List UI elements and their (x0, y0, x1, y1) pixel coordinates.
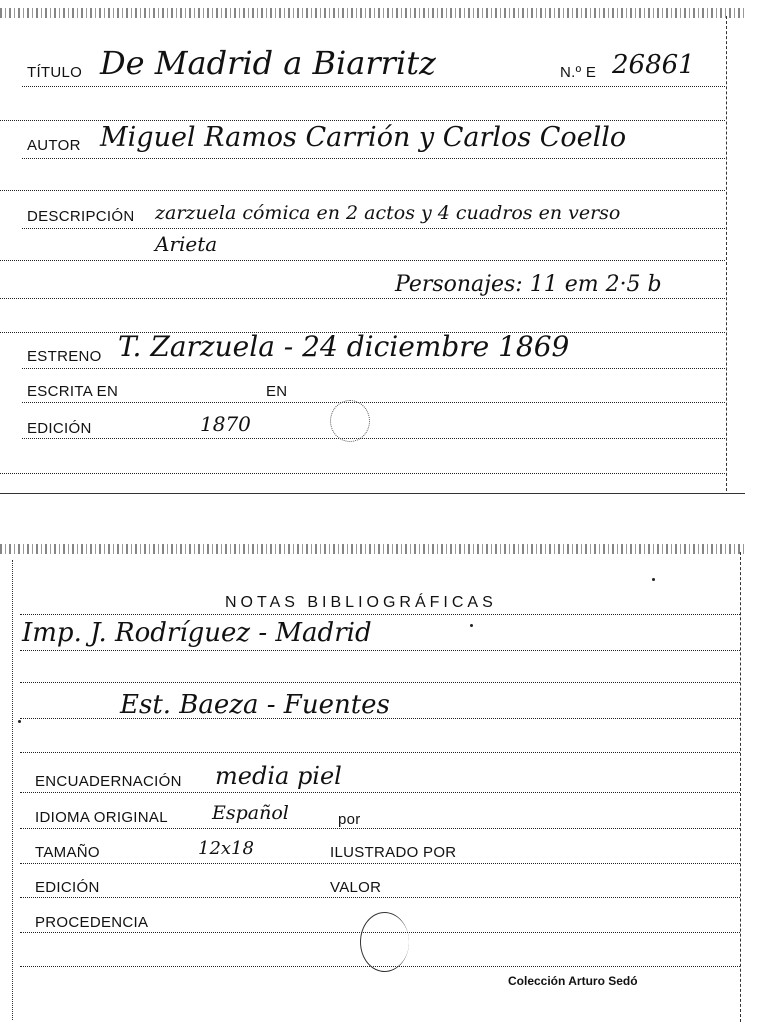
notes-rule-5 (20, 752, 740, 753)
card-separator (0, 493, 745, 494)
card-left-edge-back (12, 560, 13, 1020)
descripcion-value-2: Arieta (155, 232, 218, 256)
titulo-rule (22, 86, 725, 87)
stamp-smudge (330, 400, 370, 442)
escrita-rule (22, 402, 725, 403)
speck (470, 624, 473, 627)
notas-title: NOTAS BIBLIOGRÁFICAS (225, 594, 497, 611)
edicion-value: 1870 (200, 412, 251, 436)
catalog-card-back (0, 540, 759, 1028)
numero-value: 26861 (612, 50, 695, 80)
titulo-value: De Madrid a Biarritz (100, 44, 436, 82)
descripcion-rule-2 (0, 260, 725, 261)
personajes-value: Personajes: 11 em 2·5 b (395, 272, 662, 297)
numero-label: N.º E (560, 64, 597, 81)
card-right-edge (726, 16, 727, 491)
catalog-card-front (0, 0, 759, 495)
notes-rule-4 (20, 718, 740, 719)
encuadernacion-label: ENCUADERNACIÓN (35, 773, 182, 790)
coleccion-stamp: Colección Arturo Sedó (508, 974, 638, 988)
note-line-1: Imp. J. Rodríguez - Madrid (22, 618, 372, 648)
titulo-label: TÍTULO (27, 64, 83, 81)
notes-rule-2 (20, 650, 740, 651)
rule-2 (0, 120, 725, 121)
autor-value: Miguel Ramos Carrión y Carlos Coello (100, 122, 627, 153)
rule-bottom (0, 473, 725, 474)
speck (18, 720, 21, 723)
idioma-label: IDIOMA ORIGINAL (35, 809, 168, 826)
encuadernacion-rule (20, 792, 740, 793)
torn-top-edge-back (0, 544, 745, 554)
encuadernacion-value: media piel (215, 762, 342, 790)
estreno-value: T. Zarzuela - 24 diciembre 1869 (118, 330, 570, 363)
edicion-rule (22, 438, 725, 439)
speck (652, 578, 655, 581)
edicion-back-label: EDICIÓN (35, 879, 100, 896)
procedencia-label: PROCEDENCIA (35, 914, 149, 931)
torn-top-edge (0, 8, 745, 18)
en-label: EN (266, 383, 288, 400)
estreno-label: ESTRENO (27, 348, 102, 365)
tamano-value: 12x18 (198, 838, 254, 859)
descripcion-value-1: zarzuela cómica en 2 actos y 4 cuadros en verso (155, 202, 621, 224)
escrita-en-label: ESCRITA EN (27, 383, 119, 400)
valor-label: VALOR (330, 879, 382, 896)
notes-rule-3 (20, 682, 740, 683)
tamano-rule (20, 863, 740, 864)
notes-rule-1 (20, 614, 740, 615)
edicion-label: EDICIÓN (27, 420, 92, 437)
card-right-edge-back (740, 552, 741, 1022)
descripcion-rule-1 (22, 228, 725, 229)
edicion-back-rule (20, 897, 740, 898)
autor-label: AUTOR (27, 137, 81, 154)
ilustrado-label: ILUSTRADO POR (330, 844, 457, 861)
autor-rule (22, 158, 725, 159)
stamp-smudge-back (360, 912, 409, 972)
descripcion-label: DESCRIPCIÓN (27, 208, 135, 225)
idioma-rule (20, 828, 740, 829)
rule-personajes (0, 298, 725, 299)
por-label: por (338, 811, 361, 828)
note-line-2: Est. Baeza - Fuentes (120, 690, 390, 720)
estreno-rule (22, 368, 725, 369)
tamano-label: TAMAÑO (35, 844, 100, 861)
idioma-value: Español (212, 802, 289, 824)
rule-4 (0, 190, 725, 191)
